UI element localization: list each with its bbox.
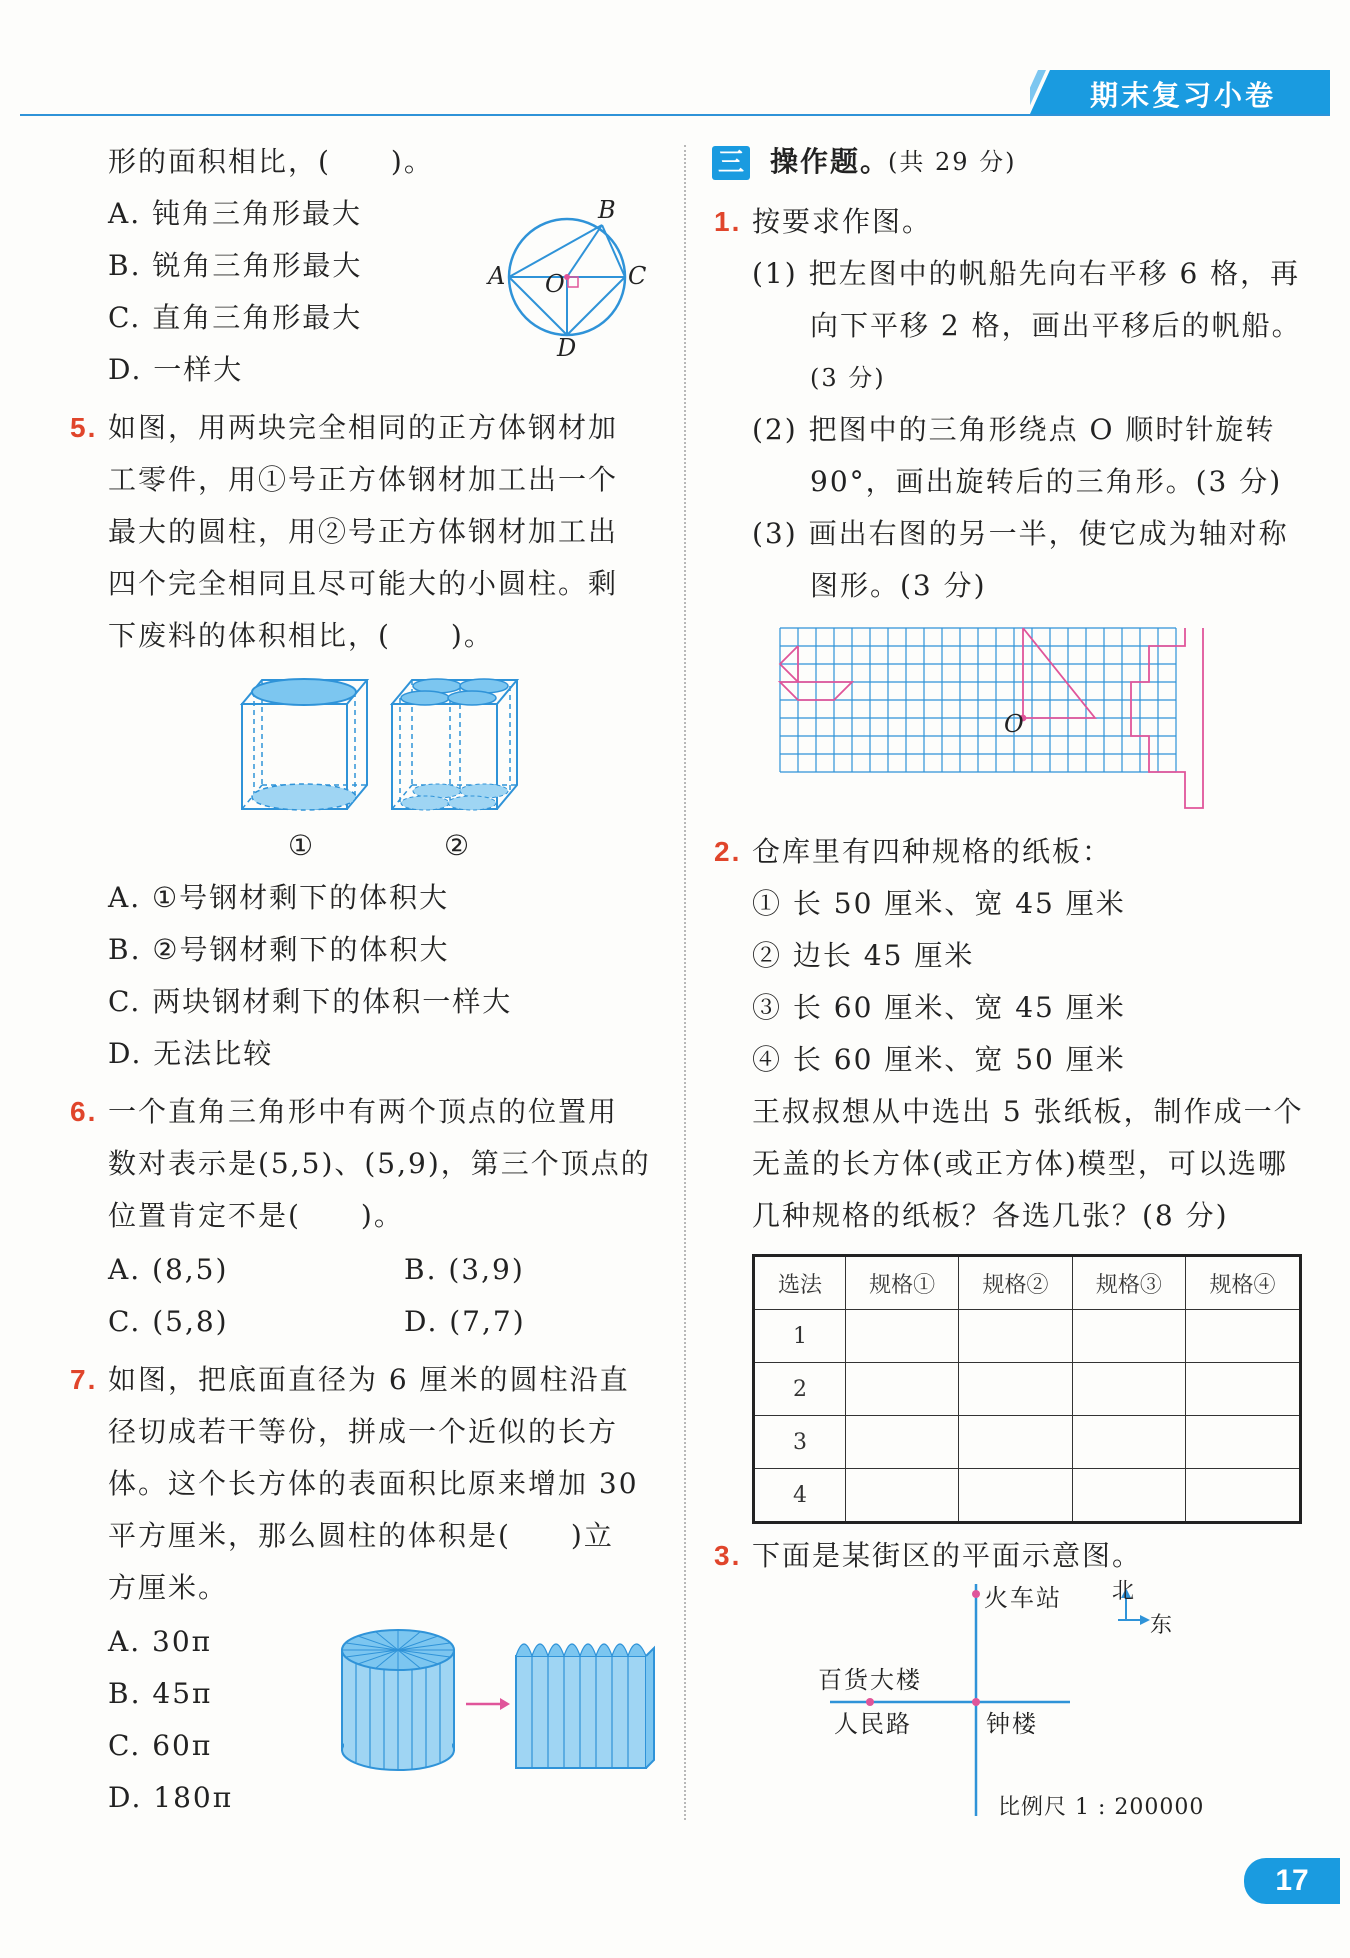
answer-cell[interactable] [846, 1469, 959, 1523]
map-label-east: 东 [1150, 1613, 1175, 1638]
q7-number: 7. [70, 1364, 98, 1395]
q1-line-1: (1) 把左图中的帆船先向右平移 6 格，再 [752, 257, 1301, 290]
table-header-cell: 规格① [846, 1256, 959, 1310]
q3-title: 下面是某街区的平面示意图。 [752, 1539, 1143, 1572]
q5-label-1: ① [288, 829, 316, 862]
q2-answer-table [752, 1254, 1302, 1524]
q5-option-c: C. 两块钢材剩下的体积一样大 [108, 985, 513, 1018]
table-header-cell: 规格④ [1185, 1256, 1300, 1310]
q1-line-4: (2) 把图中的三角形绕点 O 顺时针旋转 [752, 413, 1276, 446]
q5-number: 5. [70, 412, 98, 443]
column-divider [684, 145, 686, 1820]
row-index: 4 [754, 1469, 846, 1523]
q3-number: 3. [714, 1540, 742, 1571]
q2-line-1: 王叔叔想从中选出 5 张纸板，制作成一个 [752, 1095, 1304, 1128]
q6-line-1: 一个直角三角形中有两个顶点的位置用 [108, 1095, 619, 1128]
answer-cell[interactable] [846, 1416, 959, 1469]
header-title: 期末复习小卷 [1090, 79, 1277, 112]
q6-line-3: 位置肯定不是( )。 [108, 1199, 404, 1232]
q2-number: 2. [714, 836, 742, 867]
q4-label-d: D [557, 334, 577, 362]
q5-line-5: 下废料的体积相比，( )。 [108, 619, 494, 652]
q7-line-2: 径切成若干等份，拼成一个近似的长方 [108, 1415, 619, 1448]
q4-label-a: A [488, 262, 506, 290]
q4-option-d: D. 一样大 [108, 353, 244, 386]
q1-line-3: (3 分) [810, 364, 886, 392]
answer-cell[interactable] [1072, 1416, 1185, 1469]
q1-number: 1. [714, 206, 742, 237]
section-title: 操作题。 [770, 145, 891, 178]
map-label-tower: 钟楼 [986, 1710, 1038, 1738]
table-row [754, 1310, 1301, 1363]
answer-cell[interactable] [1185, 1416, 1300, 1469]
row-index: 2 [754, 1363, 846, 1416]
answer-cell[interactable] [1072, 1363, 1185, 1416]
header-rule [20, 114, 1330, 116]
q1-line-5: 90°，画出旋转后的三角形。(3 分) [810, 465, 1283, 498]
answer-cell[interactable] [846, 1363, 959, 1416]
map-label-road: 人民路 [834, 1710, 912, 1738]
q5-line-4: 四个完全相同且尽可能大的小圆柱。剩 [108, 567, 619, 600]
map-label-north: 北 [1112, 1579, 1137, 1604]
answer-cell[interactable] [959, 1416, 1072, 1469]
section-badge: 三 [712, 146, 750, 180]
q7-line-3: 体。这个长方体的表面积比原来增加 30 [108, 1467, 639, 1500]
q2-title: 仓库里有四种规格的纸板： [752, 835, 1113, 868]
q5-line-3: 最大的圆柱，用②号正方体钢材加工出 [108, 515, 619, 548]
grid-point-o: O [1004, 710, 1024, 738]
q5-cubes-figure [238, 676, 528, 816]
q1-line-7: 图形。(3 分) [810, 569, 987, 602]
q1-drawing-grid [776, 624, 1276, 810]
q6-option-d: D. (7,7) [404, 1305, 526, 1338]
answer-cell[interactable] [959, 1363, 1072, 1416]
q6-line-2: 数对表示是(5,5)、(5,9)，第三个顶点的 [108, 1147, 651, 1180]
table-row [754, 1363, 1301, 1416]
q7-line-4: 平方厘米，那么圆柱的体积是( )立 [108, 1519, 614, 1552]
q4-label-b: B [598, 196, 616, 224]
page-number: 17 [1244, 1858, 1340, 1904]
q5-option-a: A. ①号钢材剩下的体积大 [108, 881, 450, 914]
q2-item-1: ① 长 50 厘米、宽 45 厘米 [752, 887, 1126, 920]
q1-line-6: (3) 画出右图的另一半，使它成为轴对称 [752, 517, 1289, 550]
q1-title: 按要求作图。 [752, 205, 933, 238]
q5-line-2: 工零件，用①号正方体钢材加工出一个 [108, 463, 619, 496]
q4-label-o: O [545, 270, 565, 298]
q5-label-2: ② [444, 829, 472, 862]
answer-cell[interactable] [1185, 1469, 1300, 1523]
q2-item-2: ② 边长 45 厘米 [752, 939, 975, 972]
answer-cell[interactable] [959, 1469, 1072, 1523]
q6-option-b: B. (3,9) [404, 1253, 525, 1286]
q6-number: 6. [70, 1096, 98, 1127]
row-index: 3 [754, 1416, 846, 1469]
q7-option-d: D. 180π [108, 1781, 234, 1814]
q2-item-4: ④ 长 60 厘米、宽 50 厘米 [752, 1043, 1126, 1076]
q7-line-5: 方厘米。 [108, 1571, 229, 1604]
q2-line-3: 几种规格的纸板？各选几张？(8 分) [752, 1199, 1229, 1232]
answer-cell[interactable] [1072, 1469, 1185, 1523]
table-header-cell: 规格③ [1072, 1256, 1185, 1310]
table-header-row [754, 1256, 1301, 1310]
table-header-cell: 规格② [959, 1256, 1072, 1310]
q4-option-c: C. 直角三角形最大 [108, 301, 363, 334]
table-row [754, 1416, 1301, 1469]
q6-option-a: A. (8,5) [108, 1253, 229, 1286]
q6-option-c: C. (5,8) [108, 1305, 229, 1338]
q4-label-c: C [628, 262, 647, 290]
table-header-cell: 选法 [754, 1256, 846, 1310]
q7-option-a: A. 30π [108, 1625, 213, 1658]
section-score: (共 29 分) [888, 148, 1017, 176]
answer-cell[interactable] [1185, 1310, 1300, 1363]
q1-line-2: 向下平移 2 格，画出平移后的帆船。 [810, 309, 1302, 342]
q7-option-c: C. 60π [108, 1729, 213, 1762]
table-row [754, 1469, 1301, 1523]
answer-cell[interactable] [1185, 1363, 1300, 1416]
q2-line-2: 无盖的长方体(或正方体)模型，可以选哪 [752, 1147, 1288, 1180]
map-label-store: 百货大楼 [818, 1666, 922, 1694]
map-scale: 比例尺 1 : 200000 [998, 1795, 1205, 1820]
row-index: 1 [754, 1310, 846, 1363]
answer-cell[interactable] [959, 1310, 1072, 1363]
q7-option-b: B. 45π [108, 1677, 213, 1710]
answer-cell[interactable] [1072, 1310, 1185, 1363]
q4-continuation: 形的面积相比，( )。 [108, 145, 434, 178]
q4-option-a: A. 钝角三角形最大 [108, 197, 363, 230]
q7-line-1: 如图，把底面直径为 6 厘米的圆柱沿直 [108, 1363, 630, 1396]
map-label-station: 火车站 [984, 1584, 1062, 1612]
q2-item-3: ③ 长 60 厘米、宽 45 厘米 [752, 991, 1126, 1024]
q4-option-b: B. 锐角三角形最大 [108, 249, 363, 282]
q5-line-1: 如图，用两块完全相同的正方体钢材加 [108, 411, 619, 444]
answer-cell[interactable] [846, 1310, 959, 1363]
q5-option-b: B. ②号钢材剩下的体积大 [108, 933, 450, 966]
q7-cylinder-figure [338, 1628, 658, 1778]
q5-option-d: D. 无法比较 [108, 1037, 274, 1070]
